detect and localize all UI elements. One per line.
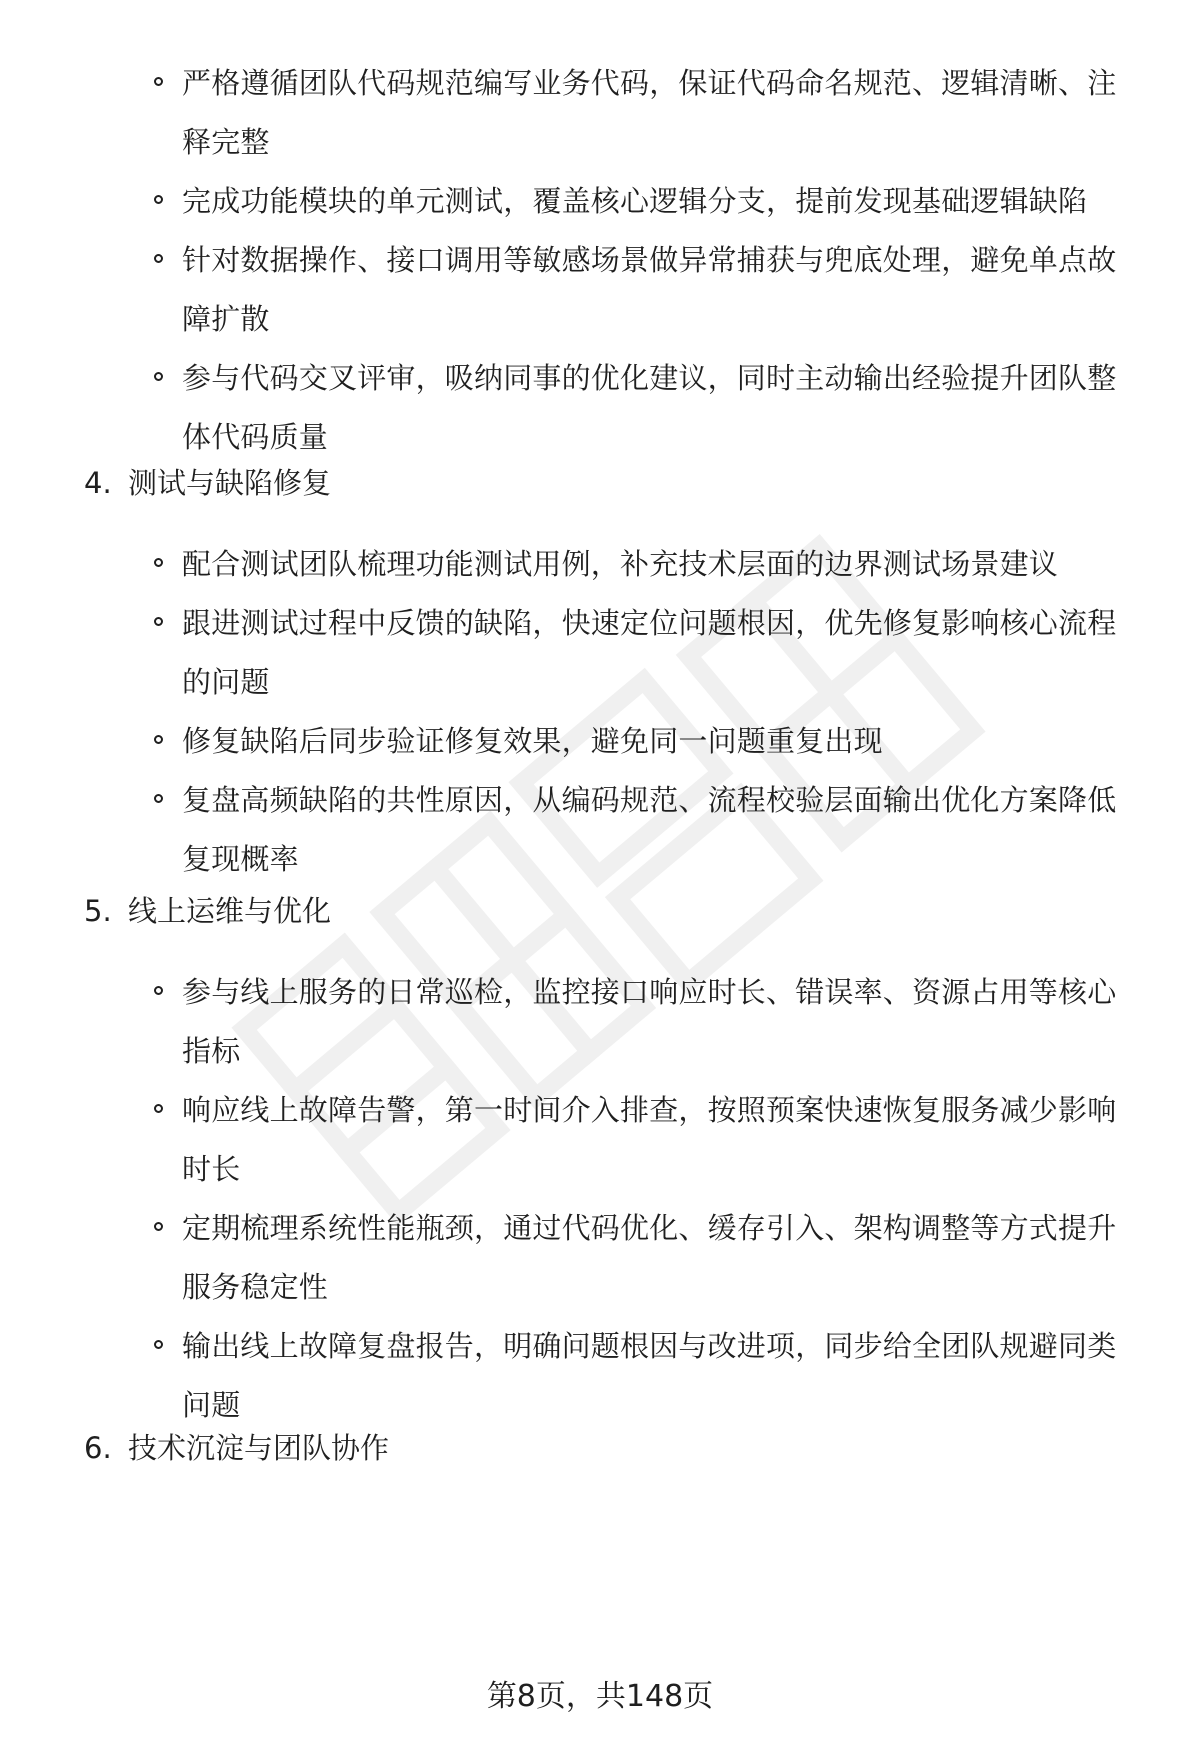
list-item: 针对数据操作、接口调用等敏感场景做异常捕获与兜底处理，避免单点故障扩散	[150, 231, 1140, 349]
hollow-bullet-icon	[154, 735, 163, 744]
page-footer: 第8页，共148页	[486, 1679, 714, 1714]
hollow-bullet-icon	[154, 1340, 163, 1349]
list-item: 完成功能模块的单元测试，覆盖核心逻辑分支，提前发现基础逻辑缺陷	[150, 172, 1140, 231]
section-title: 测试与缺陷修复	[128, 466, 332, 500]
list-item: 输出线上故障复盘报告，明确问题根因与改进项，同步给全团队规避同类问题	[150, 1317, 1140, 1435]
section-number: 6.	[84, 1431, 112, 1465]
hollow-bullet-icon	[154, 617, 163, 626]
list-item: 参与线上服务的日常巡检，监控接口响应时长、错误率、资源占用等核心指标	[150, 963, 1140, 1081]
section-heading-6	[84, 1428, 389, 1468]
hollow-bullet-icon	[154, 986, 163, 995]
section-number: 4.	[84, 466, 112, 500]
list-item: 修复缺陷后同步验证修复效果，避免同一问题重复出现	[150, 712, 1140, 771]
hollow-bullet-icon	[154, 77, 163, 86]
list-item: 响应线上故障告警，第一时间介入排查，按照预案快速恢复服务减少影响时长	[150, 1081, 1140, 1199]
section-heading-5	[84, 891, 331, 931]
list-item: 定期梳理系统性能瓶颈，通过代码优化、缓存引入、架构调整等方式提升服务稳定性	[150, 1199, 1140, 1317]
hollow-bullet-icon	[154, 254, 163, 263]
section-title: 线上运维与优化	[128, 894, 332, 928]
list-item: 配合测试团队梳理功能测试用例，补充技术层面的边界测试场景建议	[150, 535, 1140, 594]
section-title: 技术沉淀与团队协作	[128, 1431, 390, 1465]
list-item: 参与代码交叉评审，吸纳同事的优化建议，同时主动输出经验提升团队整体代码质量	[150, 349, 1140, 467]
bullet-list-operations	[150, 963, 1140, 1435]
hollow-bullet-icon	[154, 1104, 163, 1113]
hollow-bullet-icon	[154, 372, 163, 381]
section-heading-4	[84, 463, 331, 503]
list-item: 复盘高频缺陷的共性原因，从编码规范、流程校验层面输出优化方案降低复现概率	[150, 771, 1140, 889]
list-item: 严格遵循团队代码规范编写业务代码，保证代码命名规范、逻辑清晰、注释完整	[150, 54, 1140, 172]
bullet-list-testing	[150, 535, 1140, 889]
bullet-list-coding	[150, 54, 1140, 467]
list-item: 跟进测试过程中反馈的缺陷，快速定位问题根因，优先修复影响核心流程的问题	[150, 594, 1140, 712]
hollow-bullet-icon	[154, 1222, 163, 1231]
hollow-bullet-icon	[154, 794, 163, 803]
hollow-bullet-icon	[154, 195, 163, 204]
section-number: 5.	[84, 894, 112, 928]
hollow-bullet-icon	[154, 558, 163, 567]
